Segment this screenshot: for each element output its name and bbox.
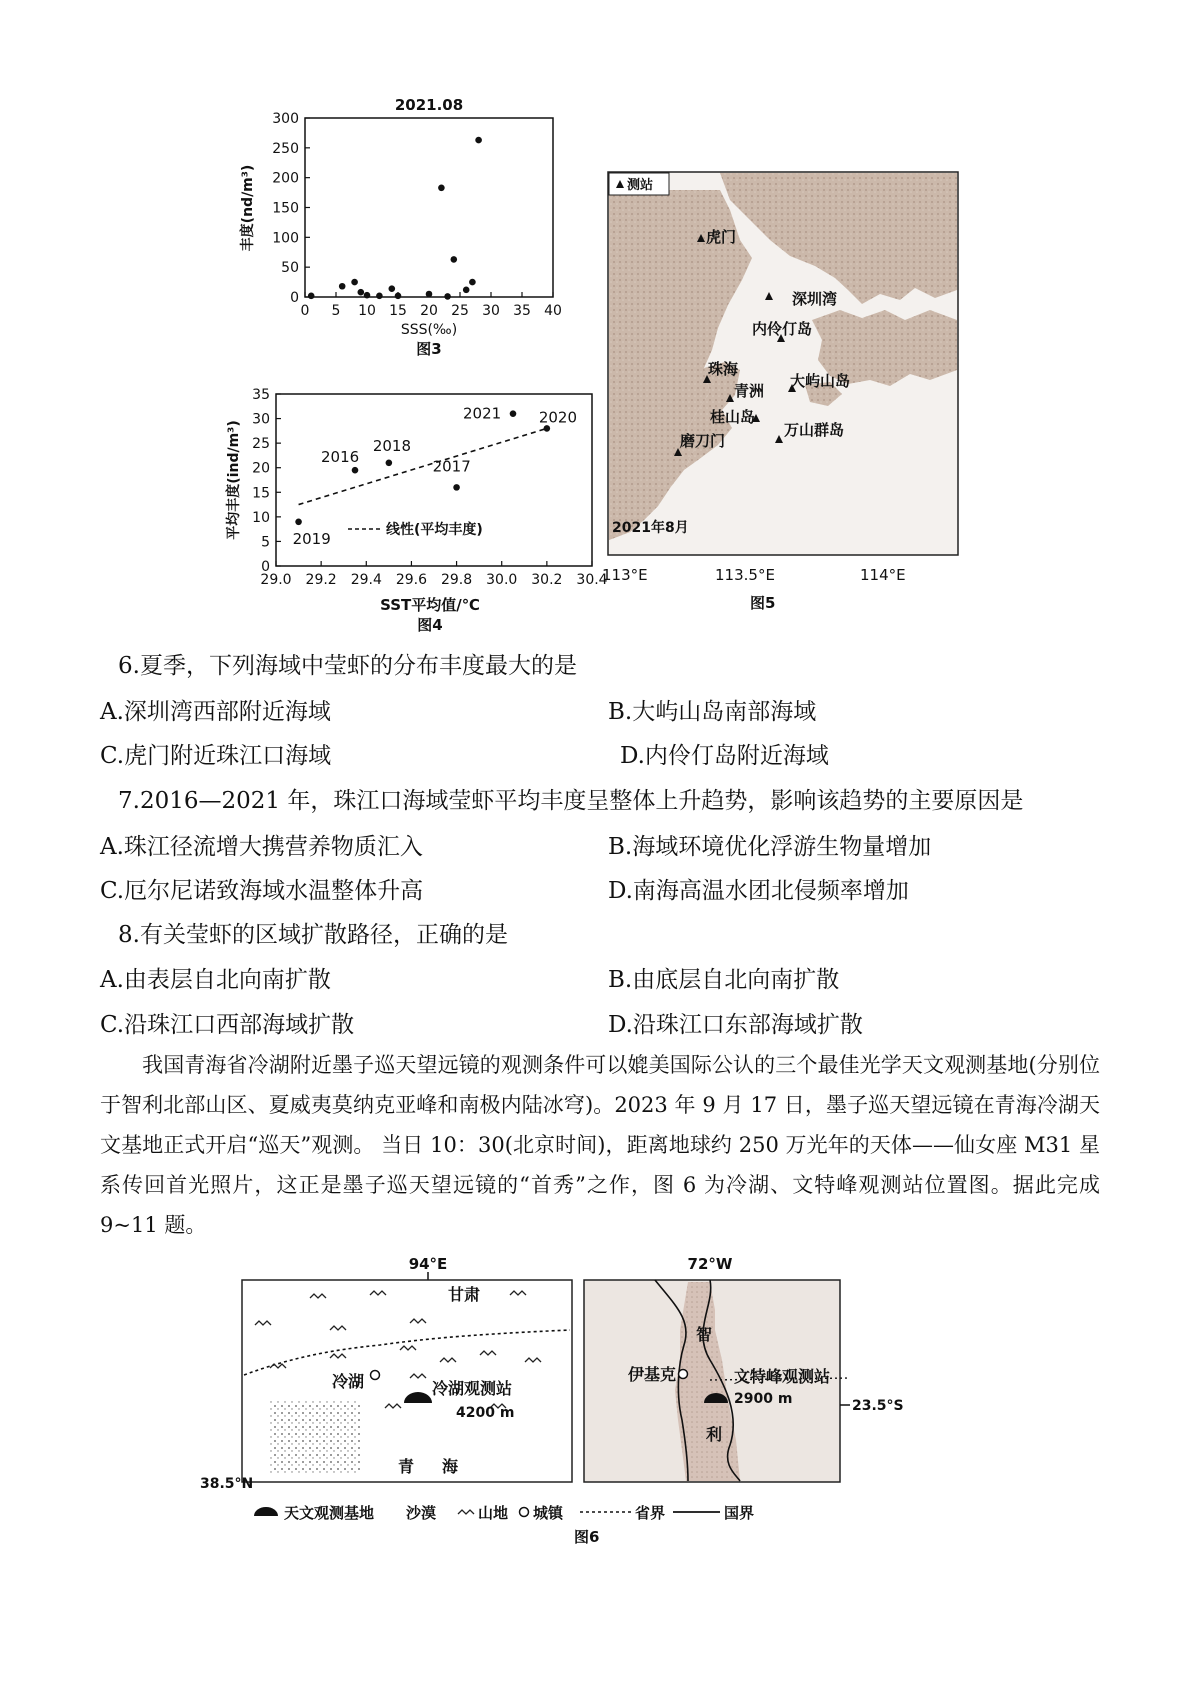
- fig4-point-label: 2020: [538, 408, 578, 427]
- fig3-ytick-label: 200: [272, 170, 299, 187]
- passage: [100, 1045, 1100, 1245]
- fig3-xtick-label: 15: [389, 303, 407, 319]
- fig4-trendline: [299, 428, 547, 504]
- fig3-data-point: [395, 293, 402, 300]
- q6-option-b: B.大屿山岛南部海域: [608, 699, 817, 725]
- fig4-point-label: 2021: [463, 404, 502, 423]
- station-guishan: 桂山岛: [710, 408, 756, 426]
- fig6-legend-desert: 沙漠: [406, 1504, 437, 1522]
- q6-option-a: A.深圳湾西部附近海域: [100, 699, 331, 725]
- fig3-caption: 图3: [416, 340, 442, 358]
- fig4-xtick-label: 29.6: [395, 572, 428, 588]
- fig6-ventarrones-station: 文特峰观测站: [734, 1367, 831, 1386]
- fig4-point-label: 2019: [292, 529, 331, 548]
- fig6-legend-observatory-icon: [254, 1507, 278, 1516]
- fig4-data-point: [386, 460, 393, 467]
- q8-option-b: B.由底层自北向南扩散: [608, 967, 840, 993]
- fig6-lenghu-elevation: 4200 m: [456, 1405, 515, 1421]
- fig3-data-point: [364, 292, 371, 299]
- q6-option-c: C.虎门附近珠江口海域: [100, 743, 332, 769]
- fig4-legend: 线性(平均丰度): [386, 522, 483, 538]
- fig4-ytick-label: 15: [252, 485, 270, 502]
- fig6-map: [200, 1250, 1010, 1550]
- fig3-ytick-label: 300: [272, 111, 299, 127]
- station-shenzhenwan: 深圳湾: [792, 290, 838, 308]
- fig4-data-point: [295, 518, 302, 525]
- fig3-data-point: [308, 293, 315, 300]
- fig3-xtick-label: 30: [482, 303, 500, 319]
- fig4-xtick-label: 29.2: [305, 572, 337, 588]
- fig3-ytick-label: 250: [272, 140, 299, 157]
- fig5-legend-label: 测站: [627, 178, 654, 193]
- fig3-xlabel: SSS(‰): [400, 322, 458, 338]
- q6-stem: 6.夏季，下列海域中莹虾的分布丰度最大的是: [118, 653, 577, 679]
- fig3-xtick-label: 0: [300, 303, 310, 319]
- fig6-iquique-town-icon: [679, 1370, 688, 1379]
- fig4-ytick-label: 30: [252, 411, 270, 428]
- fig6-right-country-zhi: 智: [696, 1325, 713, 1344]
- station-qingzhou: 青洲: [734, 382, 765, 400]
- fig6-iquique-city: 伊基克: [628, 1365, 677, 1384]
- fig6-legend-national: 国界: [724, 1504, 755, 1522]
- q8-option-a: A.由表层自北向南扩散: [100, 967, 331, 993]
- fig3-data-point: [469, 279, 476, 286]
- fig4-xtick-label: 30.0: [486, 572, 518, 588]
- station-wanshan: 万山群岛: [784, 421, 845, 439]
- q8-stem: 8.有关莹虾的区域扩散路径，正确的是: [118, 922, 508, 948]
- q7-option-a: A.珠江径流增大携营养物质汇入: [100, 834, 423, 860]
- fig6-lenghu-city: 冷湖: [332, 1372, 365, 1391]
- fig3-xtick-label: 5: [331, 303, 341, 319]
- fig5-lon-113: 113°E: [602, 566, 648, 584]
- fig4-ytick-label: 10: [252, 509, 270, 526]
- fig6-ventarrones-elevation: 2900 m: [734, 1391, 793, 1407]
- fig5-date: 2021年8月: [612, 520, 689, 536]
- fig6-right-country-li: 利: [706, 1425, 723, 1444]
- fig4-xlabel: SST平均值/℃: [380, 596, 480, 614]
- fig6-left-region-qing: 青: [398, 1457, 415, 1476]
- fig4-ylabel: 平均丰度(ind/m³): [226, 420, 242, 540]
- q7-option-d: D.南海高温水团北侵频率增加: [608, 878, 909, 904]
- fig6-left-lat: 38.5°N: [200, 1476, 254, 1492]
- fig4-xtick-label: 29.0: [260, 572, 292, 588]
- fig4-point-label: 2016: [321, 448, 360, 467]
- fig3-data-point: [444, 293, 451, 300]
- q7-option-c: C.厄尔尼诺致海域水温整体升高: [100, 878, 424, 904]
- fig3-data-point: [451, 256, 458, 263]
- fig6-legend-mountain: 山地: [478, 1504, 509, 1522]
- fig6-right-lat: 23.5°S: [852, 1398, 904, 1414]
- fig4-chart: [220, 378, 610, 640]
- fig3-chart: [220, 88, 600, 378]
- fig6-left-region-gansu: 甘肃: [448, 1285, 481, 1304]
- fig3-data-point: [339, 283, 346, 290]
- fig4-point-label: 2017: [432, 457, 471, 476]
- fig6-legend-provincial: 省界: [635, 1504, 666, 1522]
- fig4-point-label: 2018: [372, 436, 412, 455]
- q7-option-b: B.海域环境优化浮游生物量增加: [608, 834, 932, 860]
- fig5-lon-114: 114°E: [860, 566, 906, 584]
- fig6-lenghu-station: 冷湖观测站: [432, 1379, 513, 1398]
- fig6-left-lon: 94°E: [408, 1255, 448, 1273]
- fig4-ytick-label: 20: [252, 460, 270, 477]
- fig3-xtick-label: 25: [451, 303, 469, 319]
- fig4-ytick-label: 25: [252, 436, 270, 453]
- fig3-xtick-label: 10: [358, 303, 376, 319]
- fig6-right-lon: 72°W: [687, 1255, 733, 1273]
- passage-text: 我国青海省冷湖附近墨子巡天望远镜的观测条件可以媲美国际公认的三个最佳光学天文观测基地(分别位于智利北部山区、夏威夷莫纳克亚峰和南极内陆冰穹)。2023 年 9 月 17 日，墨子巡天望远镜在青海冷湖天文基地正式开启“巡天”观测。 当日 10：30(北京时间)，距离地球约 250 万光年的天体——仙女座 M31 星系传回首光照片，这正是墨子巡天望远镜的“首秀”之作，图 6 为冷湖、文特峰观测站位置图。据此完成 9~11 题。: [100, 1053, 1100, 1237]
- fig3-plot-frame: [305, 118, 553, 297]
- fig3-data-point: [463, 287, 470, 294]
- q7-stem: 7.2016—2021 年，珠江口海域莹虾平均丰度呈整体上升趋势，影响该趋势的主要原因是: [118, 788, 1024, 814]
- fig6-legend-observatory: 天文观测基地: [284, 1504, 375, 1522]
- fig5-caption: 图5: [750, 594, 776, 612]
- fig3-title: 2021.08: [394, 96, 464, 114]
- fig4-xtick-label: 29.8: [440, 572, 473, 588]
- fig3-xtick-label: 20: [420, 303, 438, 319]
- fig4-data-point: [352, 467, 359, 474]
- fig3-data-point: [376, 293, 383, 300]
- station-zhuhai: 珠海: [708, 360, 739, 378]
- fig4-ytick-label: 0: [261, 559, 270, 575]
- fig3-data-point: [426, 291, 433, 298]
- fig4-ytick-label: 35: [252, 387, 270, 403]
- fig6-caption: 图6: [574, 1528, 600, 1546]
- fig5-map: [600, 170, 980, 640]
- fig6-lenghu-town-icon: [371, 1371, 380, 1380]
- fig4-xtick-label: 30.4: [576, 572, 608, 588]
- fig6-legend-town: 城镇: [533, 1504, 564, 1522]
- fig4-ytick-label: 5: [261, 534, 270, 551]
- fig3-data-point: [438, 185, 445, 192]
- fig3-ytick-label: 150: [272, 200, 299, 217]
- q6-option-d: D.内伶仃岛附近海域: [620, 743, 829, 769]
- fig4-data-point: [510, 410, 517, 417]
- q8-option-d: D.沿珠江口东部海域扩散: [608, 1012, 863, 1038]
- station-neilingding: 内伶仃岛: [752, 320, 813, 338]
- fig3-data-point: [475, 137, 482, 144]
- fig3-ylabel: 丰度(nd/m³): [240, 164, 256, 252]
- station-modaomen: 磨刀门: [680, 432, 726, 450]
- fig3-data-point: [351, 279, 358, 286]
- q8-option-c: C.沿珠江口西部海域扩散: [100, 1012, 355, 1038]
- fig6-left-desert: [270, 1400, 360, 1475]
- fig3-ytick-label: 0: [290, 290, 299, 306]
- fig3-data-point: [358, 289, 365, 296]
- fig4-caption: 图4: [417, 616, 443, 634]
- fig3-ytick-label: 100: [272, 230, 299, 247]
- fig3-ytick-label: 50: [281, 260, 299, 277]
- fig3-xtick-label: 40: [544, 303, 562, 319]
- fig5-lon-113-5: 113.5°E: [715, 566, 775, 584]
- station-dayushan: 大屿山岛: [790, 372, 851, 390]
- fig4-xtick-label: 29.4: [350, 572, 382, 588]
- fig6-left-region-hai: 海: [442, 1457, 459, 1476]
- fig3-xtick-label: 35: [513, 303, 531, 319]
- station-humen: 虎门: [706, 228, 737, 246]
- fig4-data-point: [453, 484, 460, 491]
- fig4-xtick-label: 30.2: [531, 572, 563, 588]
- fig3-data-point: [389, 285, 396, 292]
- fig6-legend-town-icon: [520, 1508, 529, 1517]
- fig6-legend-mountain-icon: [458, 1510, 474, 1514]
